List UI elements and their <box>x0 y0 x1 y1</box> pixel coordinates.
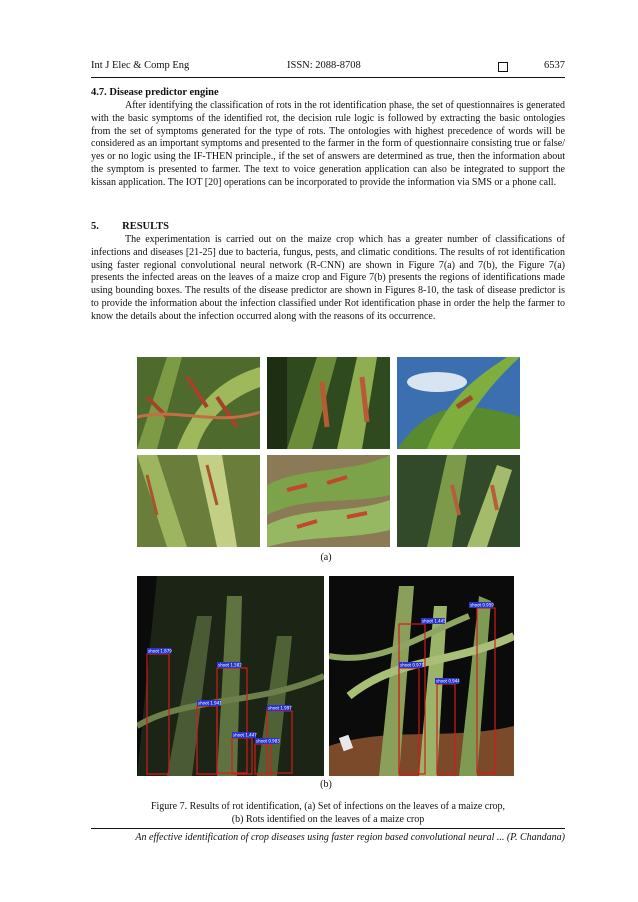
section-4-7-paragraph: After identifying the classification of rots in the rot identification phase, the set of questionnaires is generated with the basic symptoms of the identified rot, the decision rule logic is followed by extracting the basic ontologies from the set of symptoms generated for the type of rots. The ontologies with highest precedence of words will be considered as an important symptoms and presented to the farmer in the form of questionnaire consisting true or false/ yes or no logic using the IF-THEN principle., if the set of answers are determined as true, then the information about the symptom is presented to farmer. The text to voice generation application can also be integrated to support the kissan application. The IOT [20] operations can be incorporated to provide the information via SMS or a phone call. <box>91 100 565 188</box>
running-header <box>91 60 565 76</box>
figure-caption-line-1: Figure 7. Results of rot identification, (a) Set of infections on the leaves of a maize crop, <box>150 801 506 812</box>
section-title-4-7: 4.7. Disease predictor engine <box>91 87 219 98</box>
detection-label: shoot 0.944 <box>436 678 460 684</box>
figure-label-a: (a) <box>320 552 332 563</box>
detection-label: shoot 1.997 <box>268 705 292 711</box>
maize-leaf-photo <box>397 455 520 547</box>
detection-label: shoot 1.582 <box>218 662 242 668</box>
figure-7a-photo-grid <box>137 357 520 547</box>
detection-label: shoot 1.445 <box>422 618 446 624</box>
page-number: 6537 <box>544 60 565 71</box>
running-footer: An effective identification of crop diseases using faster region based convolutional neural ... (P. Chandana) <box>135 832 565 843</box>
section-heading: RESULTS <box>122 221 170 232</box>
figure-7b-detection-image-left <box>137 576 324 776</box>
section-title-5 <box>91 221 169 232</box>
maize-leaf-photo <box>137 455 260 547</box>
section-5-paragraph: The experimentation is carried out on the maize crop which has a greater number of classifications of infections and diseases [21-25] due to bacteria, fungus, pests, and climatic conditions. The results of rot identification using faster regional convolutional neural network (R-CNN) are shown in Figure 7(a) and 7(b), the Figure 7(a) presents the infected areas on the leaves of a maize crop and Figure 7(b) presents the regions of identifications made using bounding boxes. The results of the disease predictor are shown in Figures 8-10, the task of disease predictor is to provide the information about the infection classified under Rot identification phase in order the help the farmer to know the details about the infection occurred along with the reasons of its occurrence. <box>91 234 565 322</box>
journal-name: Int J Elec & Comp Eng <box>91 60 190 71</box>
maize-leaf-photo <box>137 357 260 449</box>
figure-7b-detection-image-right <box>329 576 514 776</box>
figure-label-b: (b) <box>320 779 332 790</box>
header-rule <box>91 77 565 78</box>
maize-leaf-photo <box>267 455 390 547</box>
maize-leaf-photo <box>397 357 520 449</box>
issn: ISSN: 2088-8708 <box>287 60 361 71</box>
section-number: 5. <box>91 221 99 232</box>
detection-label: shoot 0.977 <box>400 662 424 668</box>
detection-label: shoot 1.879 <box>148 648 172 654</box>
detection-label: shoot 0.983 <box>256 738 280 744</box>
checkbox-icon <box>498 62 508 72</box>
figure-caption-line-2: (b) Rots identified on the leaves of a maize crop <box>231 814 425 825</box>
maize-leaf-photo <box>267 357 390 449</box>
footer-rule <box>91 828 565 829</box>
detection-label: shoot 0.959 <box>470 602 494 608</box>
detection-label: shoot 1.941 <box>198 700 222 706</box>
detection-label: shoot 1.447 <box>233 732 257 738</box>
